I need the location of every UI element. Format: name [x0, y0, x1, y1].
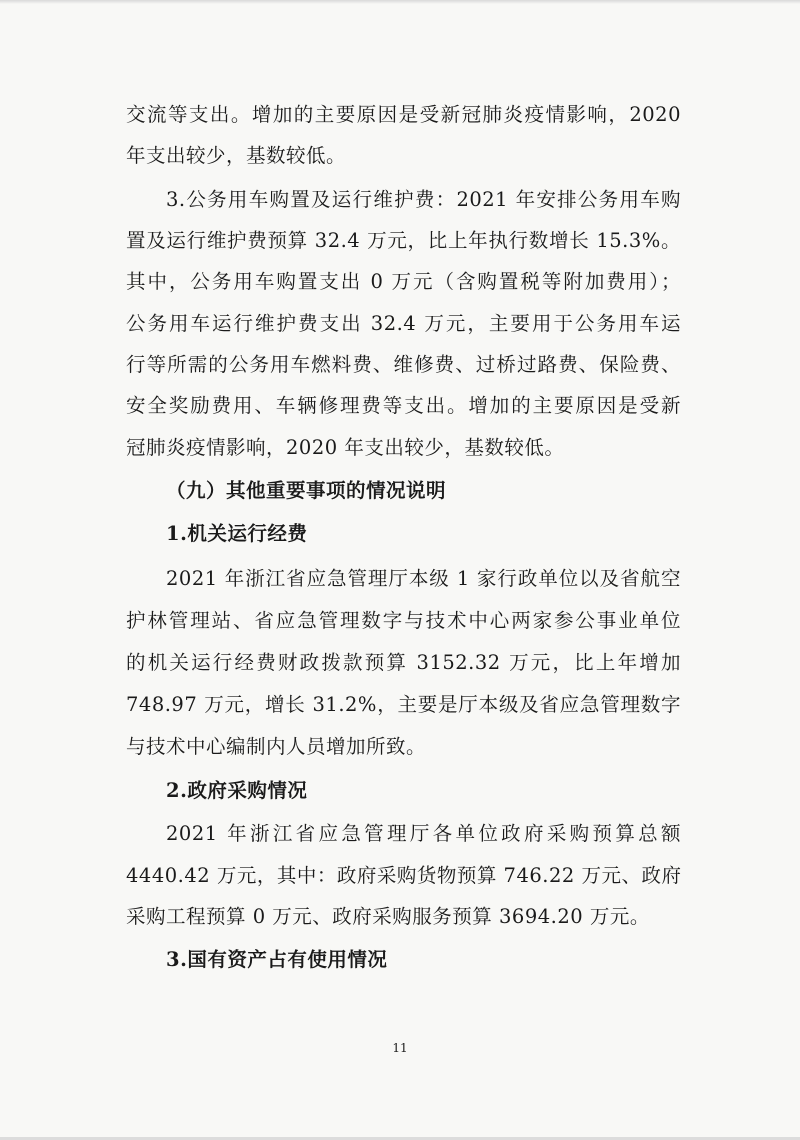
page-number: 11: [392, 1041, 408, 1055]
paragraph-line: 与技术中心编制内人员增加所致。: [126, 735, 427, 758]
paragraph-line: 置及运行维护费预算 32.4 万元，比上年执行数增长 15.3%。: [126, 229, 681, 252]
paragraph-line: 安全奖励费用、车辆修理费等支出。增加的主要原因是受新: [126, 394, 681, 417]
subsection-heading: 1.机关运行经费: [166, 522, 308, 545]
paragraph-line: 护林管理站、省应急管理数字与技术中心两家参公事业单位: [126, 609, 681, 632]
paragraph-line: 3.公务用车购置及运行维护费：2021 年安排公务用车购: [166, 188, 681, 211]
paragraph-line: 行等所需的公务用车燃料费、维修费、过桥过路费、保险费、: [126, 353, 681, 376]
paragraph-line: 其中，公务用车购置支出 0 万元（含购置税等附加费用）；: [126, 270, 681, 293]
scan-edge-top: [0, 0, 800, 4]
subsection-heading: 2.政府采购情况: [166, 779, 308, 802]
subsection-heading: 3.国有资产占有使用情况: [166, 948, 388, 971]
paragraph-line: 年支出较少，基数较低。: [126, 144, 347, 167]
paragraph-line: 冠肺炎疫情影响，2020 年支出较少，基数较低。: [126, 436, 565, 459]
paragraph-line: 公务用车运行维护费支出 32.4 万元，主要用于公务用车运: [126, 312, 681, 335]
section-heading: （九）其他重要事项的情况说明: [166, 479, 447, 502]
paragraph-line: 2021 年浙江省应急管理厅本级 1 家行政单位以及省航空: [166, 567, 681, 590]
paragraph-line: 4440.42 万元，其中：政府采购货物预算 746.22 万元、政府: [126, 864, 682, 887]
paragraph-line: 采购工程预算 0 万元、政府采购服务预算 3694.20 万元。: [126, 905, 650, 928]
paragraph-line: 的机关运行经费财政拨款预算 3152.32 万元，比上年增加: [126, 651, 681, 674]
paragraph-line: 2021 年浙江省应急管理厅各单位政府采购预算总额: [166, 822, 681, 845]
paragraph-line: 交流等支出。增加的主要原因是受新冠肺炎疫情影响，2020: [126, 103, 681, 126]
paragraph-line: 748.97 万元，增长 31.2%，主要是厅本级及省应急管理数字: [126, 693, 681, 716]
